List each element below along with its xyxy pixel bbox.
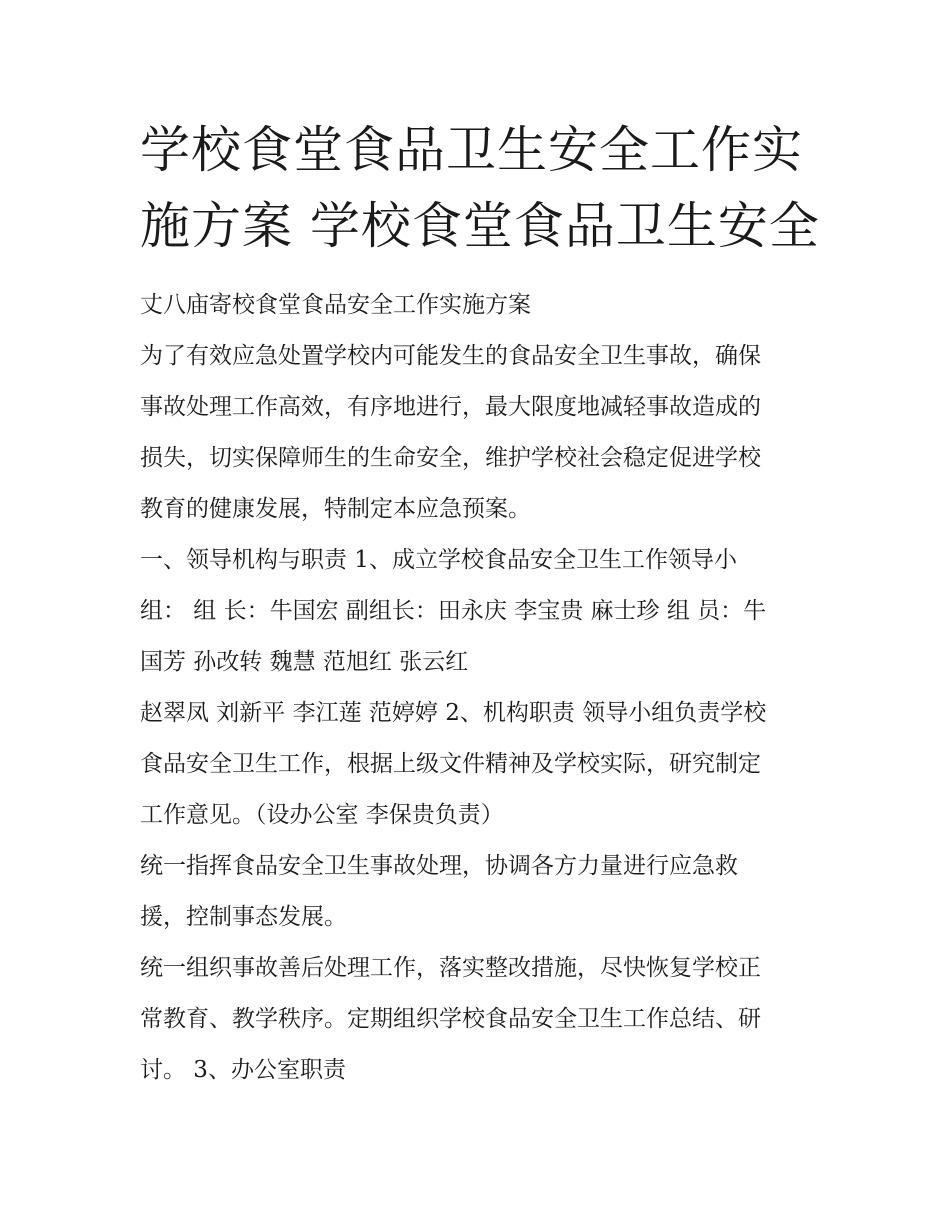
text-line: 一、领导机构与职责 1、成立学校食品安全卫生工作领导小: [140, 547, 737, 573]
document-title: [140, 112, 820, 264]
paragraph-leadership: [140, 535, 820, 688]
text-line: 统一指挥食品安全卫生事故处理，协调各方力量进行应急救: [140, 853, 738, 879]
text-line: 事故处理工作高效，有序地进行，最大限度地减轻事故造成的: [140, 394, 761, 420]
text-line: 常教育、教学秩序。定期组织学校食品安全卫生工作总结、研: [140, 1006, 761, 1032]
text-line: 工作意见。（设办公室 李保贵负责）: [140, 802, 504, 828]
text-line: 国芳 孙改转 魏慧 范旭红 张云红: [140, 649, 469, 675]
document-body: [140, 280, 820, 1096]
text-line: 讨。 3、办公室职责: [140, 1057, 346, 1083]
title-line: 学校食堂食品卫生安全工作实: [140, 121, 803, 179]
document-page: [140, 112, 820, 1096]
text-line: 为了有效应急处置学校内可能发生的食品安全卫生事故，确保: [140, 343, 761, 369]
text-line: 教育的健康发展，特制定本应急预案。: [140, 496, 531, 522]
text-line: 组： 组 长：牛国宏 副组长：田永庆 李宝贵 麻士珍 组 员：牛: [140, 598, 767, 624]
title-line: 施方案 学校食堂食品卫生安全: [140, 197, 820, 255]
text-line: 赵翠凤 刘新平 李江莲 范婷婷 2、机构职责 领导小组负责学校: [140, 700, 767, 726]
paragraph-purpose: [140, 331, 820, 535]
text-line: 食品安全卫生工作，根据上级文件精神及学校实际，研究制定: [140, 751, 761, 777]
paragraph-aftermath: [140, 943, 820, 1096]
text-line: 统一组织事故善后处理工作，落实整改措施，尽快恢复学校正: [140, 955, 761, 981]
text-line: 丈八庙寄校食堂食品安全工作实施方案: [140, 292, 531, 318]
paragraph-command: [140, 841, 820, 943]
text-line: 损失，切实保障师生的生命安全，维护学校社会稳定促进学校: [140, 445, 761, 471]
paragraph-duties: [140, 688, 820, 841]
text-line: 援，控制事态发展。: [140, 904, 347, 930]
paragraph-subtitle: [140, 280, 820, 331]
